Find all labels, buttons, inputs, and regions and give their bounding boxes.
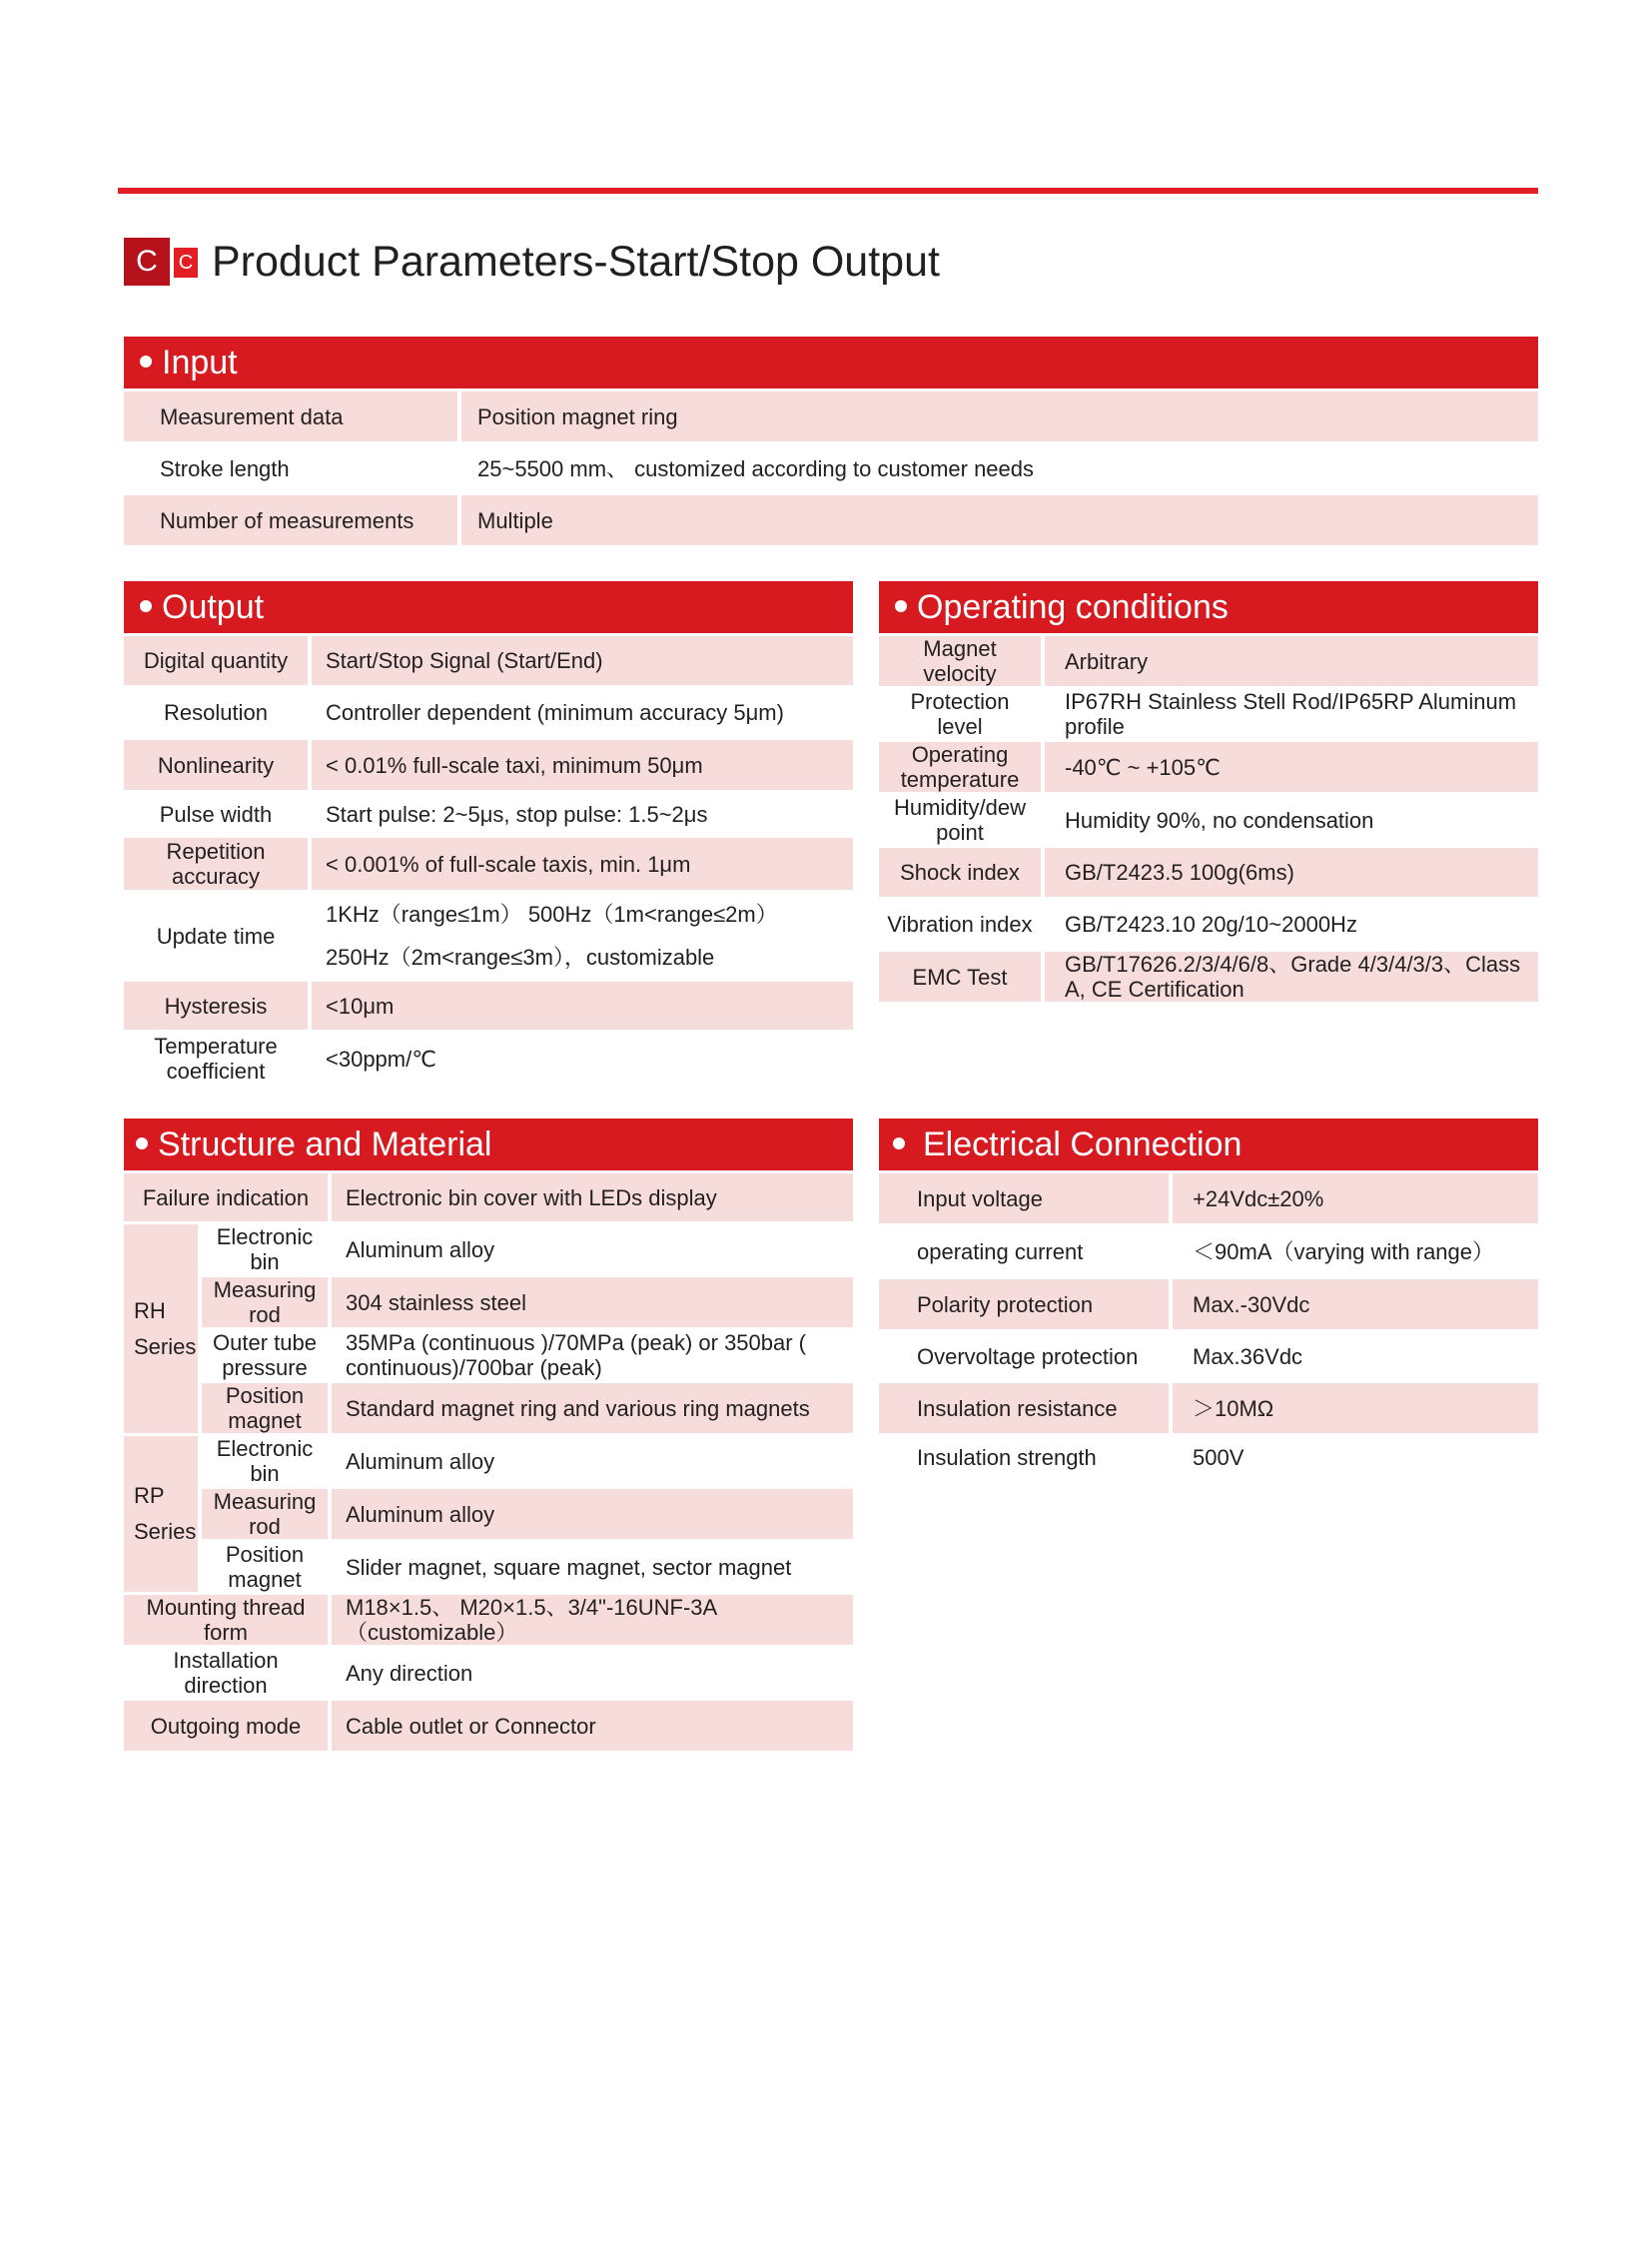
param-label: Failure indication xyxy=(124,1173,328,1221)
param-value: Aluminum alloy xyxy=(332,1224,853,1274)
param-label: EMC Test xyxy=(879,952,1041,1002)
bullet-icon xyxy=(140,600,152,612)
param-label: Position magnet xyxy=(202,1542,328,1592)
param-label: Installation direction xyxy=(124,1648,328,1698)
table-row xyxy=(124,1701,853,1751)
param-value: GB/T17626.2/3/4/6/8、Grade 4/3/4/3/3、Class A, CE Certification xyxy=(1045,952,1538,1002)
table-row xyxy=(124,688,853,737)
param-label: Hysteresis xyxy=(124,982,308,1030)
param-label: Vibration index xyxy=(879,900,1041,949)
param-label: Mounting thread form xyxy=(124,1595,328,1645)
param-value: < 0.001% of full-scale taxis, min. 1μm xyxy=(312,838,853,890)
param-label: Repetition accuracy xyxy=(124,838,308,890)
table-row xyxy=(124,893,853,979)
param-label: Measuring rod xyxy=(202,1277,328,1327)
param-label: Input voltage xyxy=(879,1173,1169,1223)
electrical-table xyxy=(879,1170,1538,1481)
param-label: Update time xyxy=(124,893,308,979)
param-label: Outer tube pressure xyxy=(202,1330,328,1380)
param-label: Measuring rod xyxy=(202,1489,328,1539)
structure-table xyxy=(124,1170,853,1754)
param-value: Start pulse: 2~5μs, stop pulse: 1.5~2μs xyxy=(312,793,853,835)
table-row xyxy=(124,1224,853,1274)
param-value: +24Vdc±20% xyxy=(1173,1173,1538,1223)
table-row xyxy=(879,848,1538,897)
param-label: Protection level xyxy=(879,689,1041,739)
table-row xyxy=(124,391,1538,441)
param-value: ＜90mA（varying with range） xyxy=(1173,1226,1538,1276)
table-row xyxy=(879,689,1538,739)
table-row xyxy=(124,1330,853,1380)
param-value: Max.36Vdc xyxy=(1173,1332,1538,1380)
param-value: Controller dependent (minimum accuracy 5μm) xyxy=(312,688,853,737)
param-value: Any direction xyxy=(332,1648,853,1698)
param-value: < 0.01% full-scale taxi, minimum 50μm xyxy=(312,740,853,790)
param-label: Magnet velocity xyxy=(879,636,1041,686)
table-row xyxy=(124,1648,853,1698)
table-row xyxy=(124,636,853,685)
param-label: Humidity/dew point xyxy=(879,795,1041,845)
param-value: <10μm xyxy=(312,982,853,1030)
bullet-icon xyxy=(893,1137,905,1149)
param-value: 35MPa (continuous )/70MPa (peak) or 350bar ( continuous)/700bar (peak) xyxy=(332,1330,853,1380)
param-value: GB/T2423.5 100g(6ms) xyxy=(1045,848,1538,897)
operating-section-header xyxy=(879,581,1538,633)
structure-title: Structure and Material xyxy=(158,1125,492,1163)
param-value: 25~5500 mm、 customized according to customer needs xyxy=(461,444,1538,492)
param-value: Start/Stop Signal (Start/End) xyxy=(312,636,853,685)
param-value: Aluminum alloy xyxy=(332,1436,853,1486)
param-value: GB/T2423.10 20g/10~2000Hz xyxy=(1045,900,1538,949)
table-row xyxy=(879,900,1538,949)
param-label: Position magnet xyxy=(202,1383,328,1433)
param-value: M18×1.5、 M20×1.5、3/4"-16UNF-3A （customizable） xyxy=(332,1595,853,1645)
input-table xyxy=(124,388,1538,548)
param-value: Standard magnet ring and various ring magnets xyxy=(332,1383,853,1433)
param-label: Pulse width xyxy=(124,793,308,835)
input-title: Input xyxy=(162,344,238,381)
param-label: Insulation resistance xyxy=(879,1383,1169,1433)
param-value: Multiple xyxy=(461,495,1538,545)
param-value: <30ppm/℃ xyxy=(312,1033,853,1085)
param-label: Stroke length xyxy=(124,444,457,492)
top-red-rule xyxy=(118,188,1538,194)
bullet-icon xyxy=(895,600,907,612)
logo-letter-small: C xyxy=(174,248,198,278)
table-row xyxy=(879,1173,1538,1223)
output-table xyxy=(124,633,853,1088)
input-section xyxy=(124,337,1538,548)
param-value: Aluminum alloy xyxy=(332,1489,853,1539)
output-title: Output xyxy=(162,588,265,626)
electrical-section-header xyxy=(879,1119,1538,1170)
structure-section xyxy=(124,1119,853,1754)
table-row xyxy=(124,1383,853,1433)
operating-section xyxy=(879,581,1538,1005)
param-value: Electronic bin cover with LEDs display xyxy=(332,1173,853,1221)
param-label: Overvoltage protection xyxy=(879,1332,1169,1380)
table-row xyxy=(879,1332,1538,1380)
table-row xyxy=(124,982,853,1030)
table-row xyxy=(879,636,1538,686)
operating-title: Operating conditions xyxy=(917,588,1229,626)
param-value-line: 250Hz（2m<range≤3m），customizable xyxy=(326,945,715,970)
param-value: IP67RH Stainless Stell Rod/IP65RP Aluminum profile xyxy=(1045,689,1538,739)
param-label: Electronic bin xyxy=(202,1224,328,1274)
table-row xyxy=(124,740,853,790)
table-row xyxy=(124,838,853,890)
table-row xyxy=(124,793,853,835)
param-label: Shock index xyxy=(879,848,1041,897)
param-label: Outgoing mode xyxy=(124,1701,328,1751)
rp-series-group-label: RP Series xyxy=(124,1436,198,1592)
table-row xyxy=(879,1436,1538,1478)
param-label: Polarity protection xyxy=(879,1279,1169,1329)
param-label: Operating temperature xyxy=(879,742,1041,792)
input-section-header xyxy=(124,337,1538,388)
page-title: Product Parameters-Start/Stop Output xyxy=(212,238,940,286)
param-value: Position magnet ring xyxy=(461,391,1538,441)
output-section xyxy=(124,581,853,1088)
bullet-icon xyxy=(136,1137,148,1149)
table-row xyxy=(879,742,1538,792)
table-row xyxy=(124,1595,853,1645)
param-label: Number of measurements xyxy=(124,495,457,545)
param-value: -40℃ ~ +105℃ xyxy=(1045,742,1538,792)
param-label: Resolution xyxy=(124,688,308,737)
structure-section-header xyxy=(124,1119,853,1170)
table-row xyxy=(124,1173,853,1221)
logo-letter-large: C xyxy=(124,238,170,286)
table-row xyxy=(124,1277,853,1327)
param-value: ＞10MΩ xyxy=(1173,1383,1538,1433)
param-label: Digital quantity xyxy=(124,636,308,685)
param-value: 500V xyxy=(1173,1436,1538,1478)
param-value-multiline xyxy=(312,893,853,979)
electrical-section xyxy=(879,1119,1538,1481)
table-row xyxy=(879,1383,1538,1433)
param-label: Temperature coefficient xyxy=(124,1033,308,1085)
param-label: Insulation strength xyxy=(879,1436,1169,1478)
param-value: 304 stainless steel xyxy=(332,1277,853,1327)
param-value: Humidity 90%, no condensation xyxy=(1045,795,1538,845)
table-row xyxy=(879,952,1538,1002)
table-row xyxy=(124,1436,853,1486)
bullet-icon xyxy=(140,356,152,368)
param-label: operating current xyxy=(879,1226,1169,1276)
brand-logo xyxy=(124,238,196,286)
table-row xyxy=(124,495,1538,545)
table-row xyxy=(124,1489,853,1539)
operating-table xyxy=(879,633,1538,1005)
rh-series-group-label: RH Series xyxy=(124,1224,198,1433)
param-label: Electronic bin xyxy=(202,1436,328,1486)
param-value-line: 1KHz（range≤1m） 500Hz（1m<range≤2m） xyxy=(326,902,778,927)
table-row xyxy=(879,1279,1538,1329)
electrical-title: Electrical Connection xyxy=(923,1125,1242,1163)
table-row xyxy=(124,444,1538,492)
param-value: Arbitrary xyxy=(1045,636,1538,686)
param-value: Slider magnet, square magnet, sector magnet xyxy=(332,1542,853,1592)
table-row xyxy=(879,1226,1538,1276)
param-label: Nonlinearity xyxy=(124,740,308,790)
output-section-header xyxy=(124,581,853,633)
param-label: Measurement data xyxy=(124,391,457,441)
param-value: Cable outlet or Connector xyxy=(332,1701,853,1751)
param-value: Max.-30Vdc xyxy=(1173,1279,1538,1329)
table-row xyxy=(879,795,1538,845)
table-row xyxy=(124,1542,853,1592)
table-row xyxy=(124,1033,853,1085)
